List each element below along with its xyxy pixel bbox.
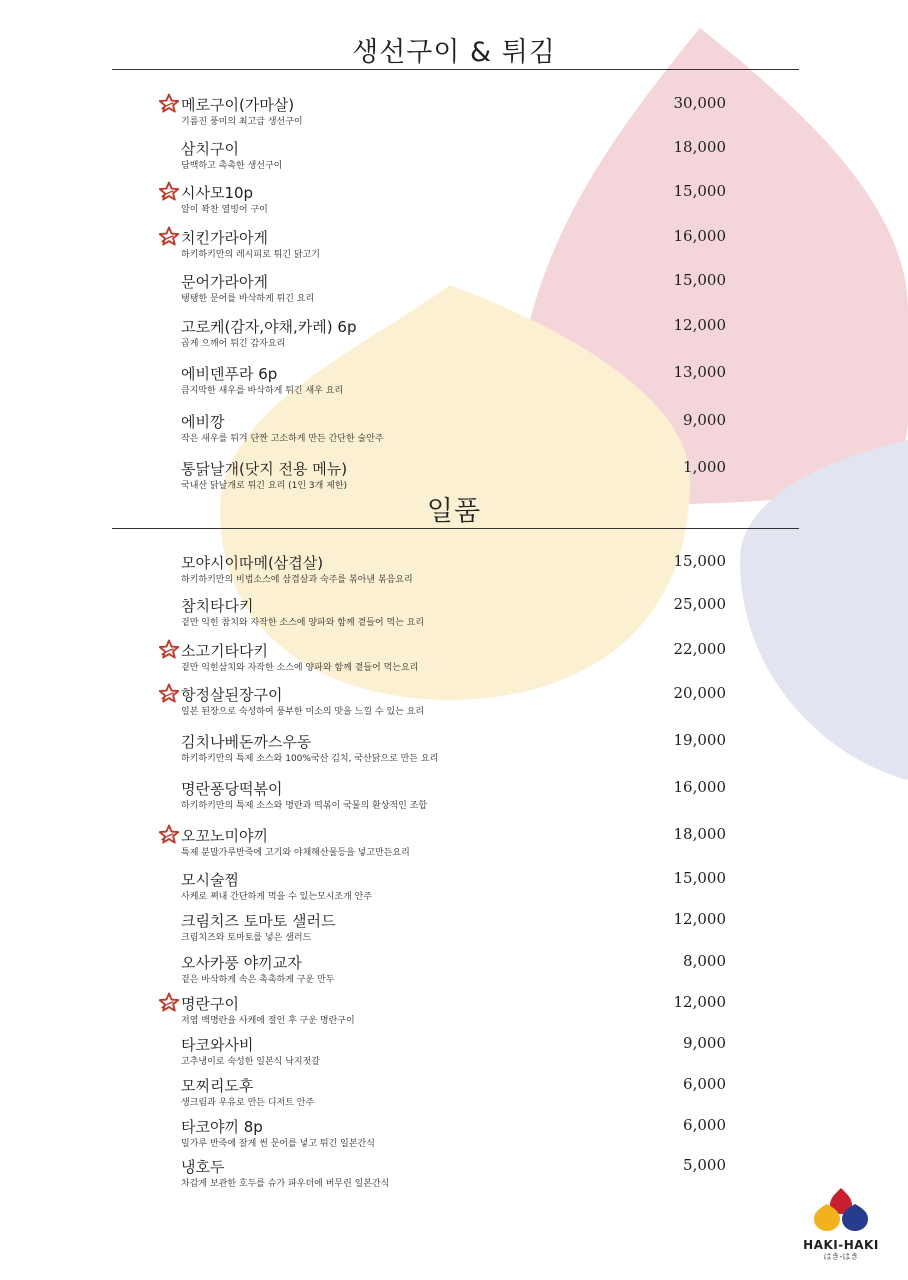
menu-item-name: 시사모10p bbox=[181, 184, 254, 202]
menu-item-description: 큼지막한 새우를 바삭하게 튀긴 새우 요리 bbox=[181, 386, 344, 396]
section-divider-grill-fry bbox=[112, 69, 799, 70]
menu-item-main-dishes bbox=[158, 912, 728, 956]
menu-item-price: 15,000 bbox=[673, 869, 726, 887]
menu-item-main-dishes bbox=[158, 642, 728, 686]
menu-item-grill-fry bbox=[158, 413, 728, 457]
menu-item-grill-fry bbox=[158, 140, 728, 184]
menu-item-price: 12,000 bbox=[673, 993, 726, 1011]
menu-item-main-dishes bbox=[158, 554, 728, 598]
menu-item-main-dishes bbox=[158, 995, 728, 1039]
menu-item-price: 12,000 bbox=[673, 316, 726, 334]
recommended-star-icon bbox=[158, 639, 180, 659]
menu-item-description: 국내산 닭날개로 튀긴 요리 (1인 3개 제한) bbox=[181, 481, 348, 491]
menu-item-description: 곱게 으깨어 튀긴 감자요리 bbox=[181, 339, 286, 349]
haki-haki-logo bbox=[798, 1186, 884, 1276]
menu-item-price: 16,000 bbox=[673, 227, 726, 245]
section-title-grill-fry: 생선구이 & 튀김 bbox=[352, 37, 556, 68]
menu-item-description: 차갑게 보관한 호두를 슈가 파우더에 버무린 일본간식 bbox=[181, 1179, 390, 1189]
logo-subtext: はき-はき bbox=[823, 1252, 859, 1261]
menu-item-main-dishes bbox=[158, 1158, 728, 1202]
menu-item-name: 모찌리도후 bbox=[181, 1077, 254, 1095]
menu-item-name: 참치타다키 bbox=[181, 597, 254, 615]
menu-item-description: 하키하키만의 특제 소스와 100%국산 김치, 국산닭으로 만든 요리 bbox=[181, 754, 439, 764]
menu-item-price: 5,000 bbox=[683, 1156, 726, 1174]
menu-item-main-dishes bbox=[158, 827, 728, 871]
menu-item-price: 18,000 bbox=[673, 825, 726, 843]
section-title-main-dishes: 일품 bbox=[426, 496, 482, 527]
menu-item-main-dishes bbox=[158, 780, 728, 824]
menu-item-description: 하키하키만의 비법소스에 삼겹살과 숙주를 볶아낸 볶음요리 bbox=[181, 575, 413, 585]
menu-item-main-dishes bbox=[158, 1118, 728, 1162]
menu-item-name: 크림치즈 토마토 샐러드 bbox=[181, 912, 336, 930]
menu-item-grill-fry bbox=[158, 273, 728, 317]
menu-item-name: 타코와사비 bbox=[181, 1036, 254, 1054]
menu-item-name: 오사카풍 야끼교자 bbox=[181, 954, 302, 972]
menu-item-price: 18,000 bbox=[673, 138, 726, 156]
menu-item-name: 명란구이 bbox=[181, 995, 239, 1013]
menu-item-main-dishes bbox=[158, 597, 728, 641]
menu-item-main-dishes bbox=[158, 1036, 728, 1080]
menu-item-main-dishes bbox=[158, 733, 728, 777]
menu-item-price: 13,000 bbox=[673, 363, 726, 381]
menu-item-main-dishes bbox=[158, 1077, 728, 1121]
menu-item-grill-fry bbox=[158, 229, 728, 273]
menu-item-grill-fry bbox=[158, 184, 728, 228]
menu-item-description: 기름진 풍미의 최고급 생선구이 bbox=[181, 117, 303, 127]
menu-item-price: 20,000 bbox=[673, 684, 726, 702]
menu-item-name: 모야시이따메(삼겹살) bbox=[181, 554, 324, 572]
menu-item-price: 9,000 bbox=[683, 411, 726, 429]
section-divider-main-dishes bbox=[112, 528, 799, 529]
menu-item-price: 6,000 bbox=[683, 1075, 726, 1093]
menu-item-name: 김치나베돈까스우동 bbox=[181, 733, 312, 751]
menu-item-description: 알이 꽉찬 열빙어 구이 bbox=[181, 205, 268, 215]
menu-item-description: 사케로 쪄내 간단하게 먹을 수 있는모시조개 안주 bbox=[181, 892, 373, 902]
menu-item-price: 22,000 bbox=[673, 640, 726, 658]
menu-item-price: 8,000 bbox=[683, 952, 726, 970]
menu-item-description: 저염 백명란을 사케에 절인 후 구운 명란구이 bbox=[181, 1016, 355, 1026]
menu-item-name: 오꼬노미야끼 bbox=[181, 827, 268, 845]
menu-item-grill-fry bbox=[158, 318, 728, 362]
menu-item-description: 밀가루 반죽에 잘게 썬 문어를 넣고 튀긴 일본간식 bbox=[181, 1139, 375, 1149]
menu-item-name: 문어가라아게 bbox=[181, 273, 268, 291]
recommended-star-icon bbox=[158, 93, 180, 113]
menu-item-description: 고추냉이로 숙성한 일본식 낙지젓갈 bbox=[181, 1057, 320, 1067]
menu-item-price: 15,000 bbox=[673, 182, 726, 200]
menu-item-grill-fry bbox=[158, 460, 728, 504]
menu-item-name: 타코야끼 8p bbox=[181, 1118, 263, 1136]
menu-item-price: 15,000 bbox=[673, 552, 726, 570]
menu-item-description: 겉은 바삭하게 속은 촉촉하게 구운 만두 bbox=[181, 975, 335, 985]
menu-item-description: 크림치즈와 토마토를 넣은 샐러드 bbox=[181, 933, 312, 943]
logo-petals-icon bbox=[808, 1186, 874, 1238]
menu-item-name: 에비덴푸라 6p bbox=[181, 365, 278, 383]
recommended-star-icon bbox=[158, 992, 180, 1012]
menu-item-description: 생크림과 우유로 만든 디저트 안주 bbox=[181, 1098, 315, 1108]
menu-item-name: 항정살된장구이 bbox=[181, 686, 283, 704]
menu-item-grill-fry bbox=[158, 96, 728, 140]
menu-item-name: 삼치구이 bbox=[181, 140, 239, 158]
menu-item-description: 일본 된장으로 숙성하여 풍부한 미소의 맛을 느낄 수 있는 요리 bbox=[181, 707, 425, 717]
menu-item-price: 30,000 bbox=[673, 94, 726, 112]
menu-item-price: 25,000 bbox=[673, 595, 726, 613]
menu-item-main-dishes bbox=[158, 686, 728, 730]
menu-item-description: 겉만 익힌 참치와 자작한 소스에 양파와 함께 곁들어 먹는 요리 bbox=[181, 618, 425, 628]
menu-item-description: 탱탱한 문어를 바삭하게 튀긴 요리 bbox=[181, 294, 315, 304]
menu-item-name: 냉호두 bbox=[181, 1158, 225, 1176]
menu-item-main-dishes bbox=[158, 871, 728, 915]
menu-item-name: 명란퐁당떡볶이 bbox=[181, 780, 283, 798]
menu-item-price: 15,000 bbox=[673, 271, 726, 289]
menu-item-price: 1,000 bbox=[683, 458, 726, 476]
menu-item-price: 12,000 bbox=[673, 910, 726, 928]
menu-item-grill-fry bbox=[158, 365, 728, 409]
recommended-star-icon bbox=[158, 226, 180, 246]
menu-item-description: 작은 새우를 튀겨 단짠 고소하게 만든 간단한 술안주 bbox=[181, 434, 384, 444]
menu-item-price: 6,000 bbox=[683, 1116, 726, 1134]
menu-item-description: 하키하키만의 레시피로 튀긴 닭고기 bbox=[181, 250, 320, 260]
menu-item-description: 겉만 익힌삼치와 자작한 소스에 양파와 함께 곁들어 먹는요리 bbox=[181, 663, 419, 673]
menu-item-description: 특제 분말가루반죽에 고기와 야채해산물등을 넣고만든요리 bbox=[181, 848, 410, 858]
menu-item-description: 담백하고 촉촉한 생선구이 bbox=[181, 161, 283, 171]
menu-item-main-dishes bbox=[158, 954, 728, 998]
recommended-star-icon bbox=[158, 683, 180, 703]
menu-item-price: 16,000 bbox=[673, 778, 726, 796]
menu-item-name: 에비깡 bbox=[181, 413, 225, 431]
menu-item-description: 하키하키만의 특제 소스와 명란과 떡볶이 국물의 환상적인 조합 bbox=[181, 801, 428, 811]
menu-item-name: 메로구이(가마살) bbox=[181, 96, 295, 114]
menu-item-name: 모시술찜 bbox=[181, 871, 239, 889]
logo-text: HAKI-HAKI bbox=[803, 1238, 879, 1252]
menu-item-name: 고로케(감자,야채,카레) 6p bbox=[181, 318, 357, 336]
recommended-star-icon bbox=[158, 824, 180, 844]
menu-item-name: 통닭날개(닷지 전용 메뉴) bbox=[181, 460, 348, 478]
menu-item-price: 9,000 bbox=[683, 1034, 726, 1052]
menu-item-price: 19,000 bbox=[673, 731, 726, 749]
menu-item-name: 소고기타다키 bbox=[181, 642, 268, 660]
menu-item-name: 치킨가라아게 bbox=[181, 229, 268, 247]
recommended-star-icon bbox=[158, 181, 180, 201]
